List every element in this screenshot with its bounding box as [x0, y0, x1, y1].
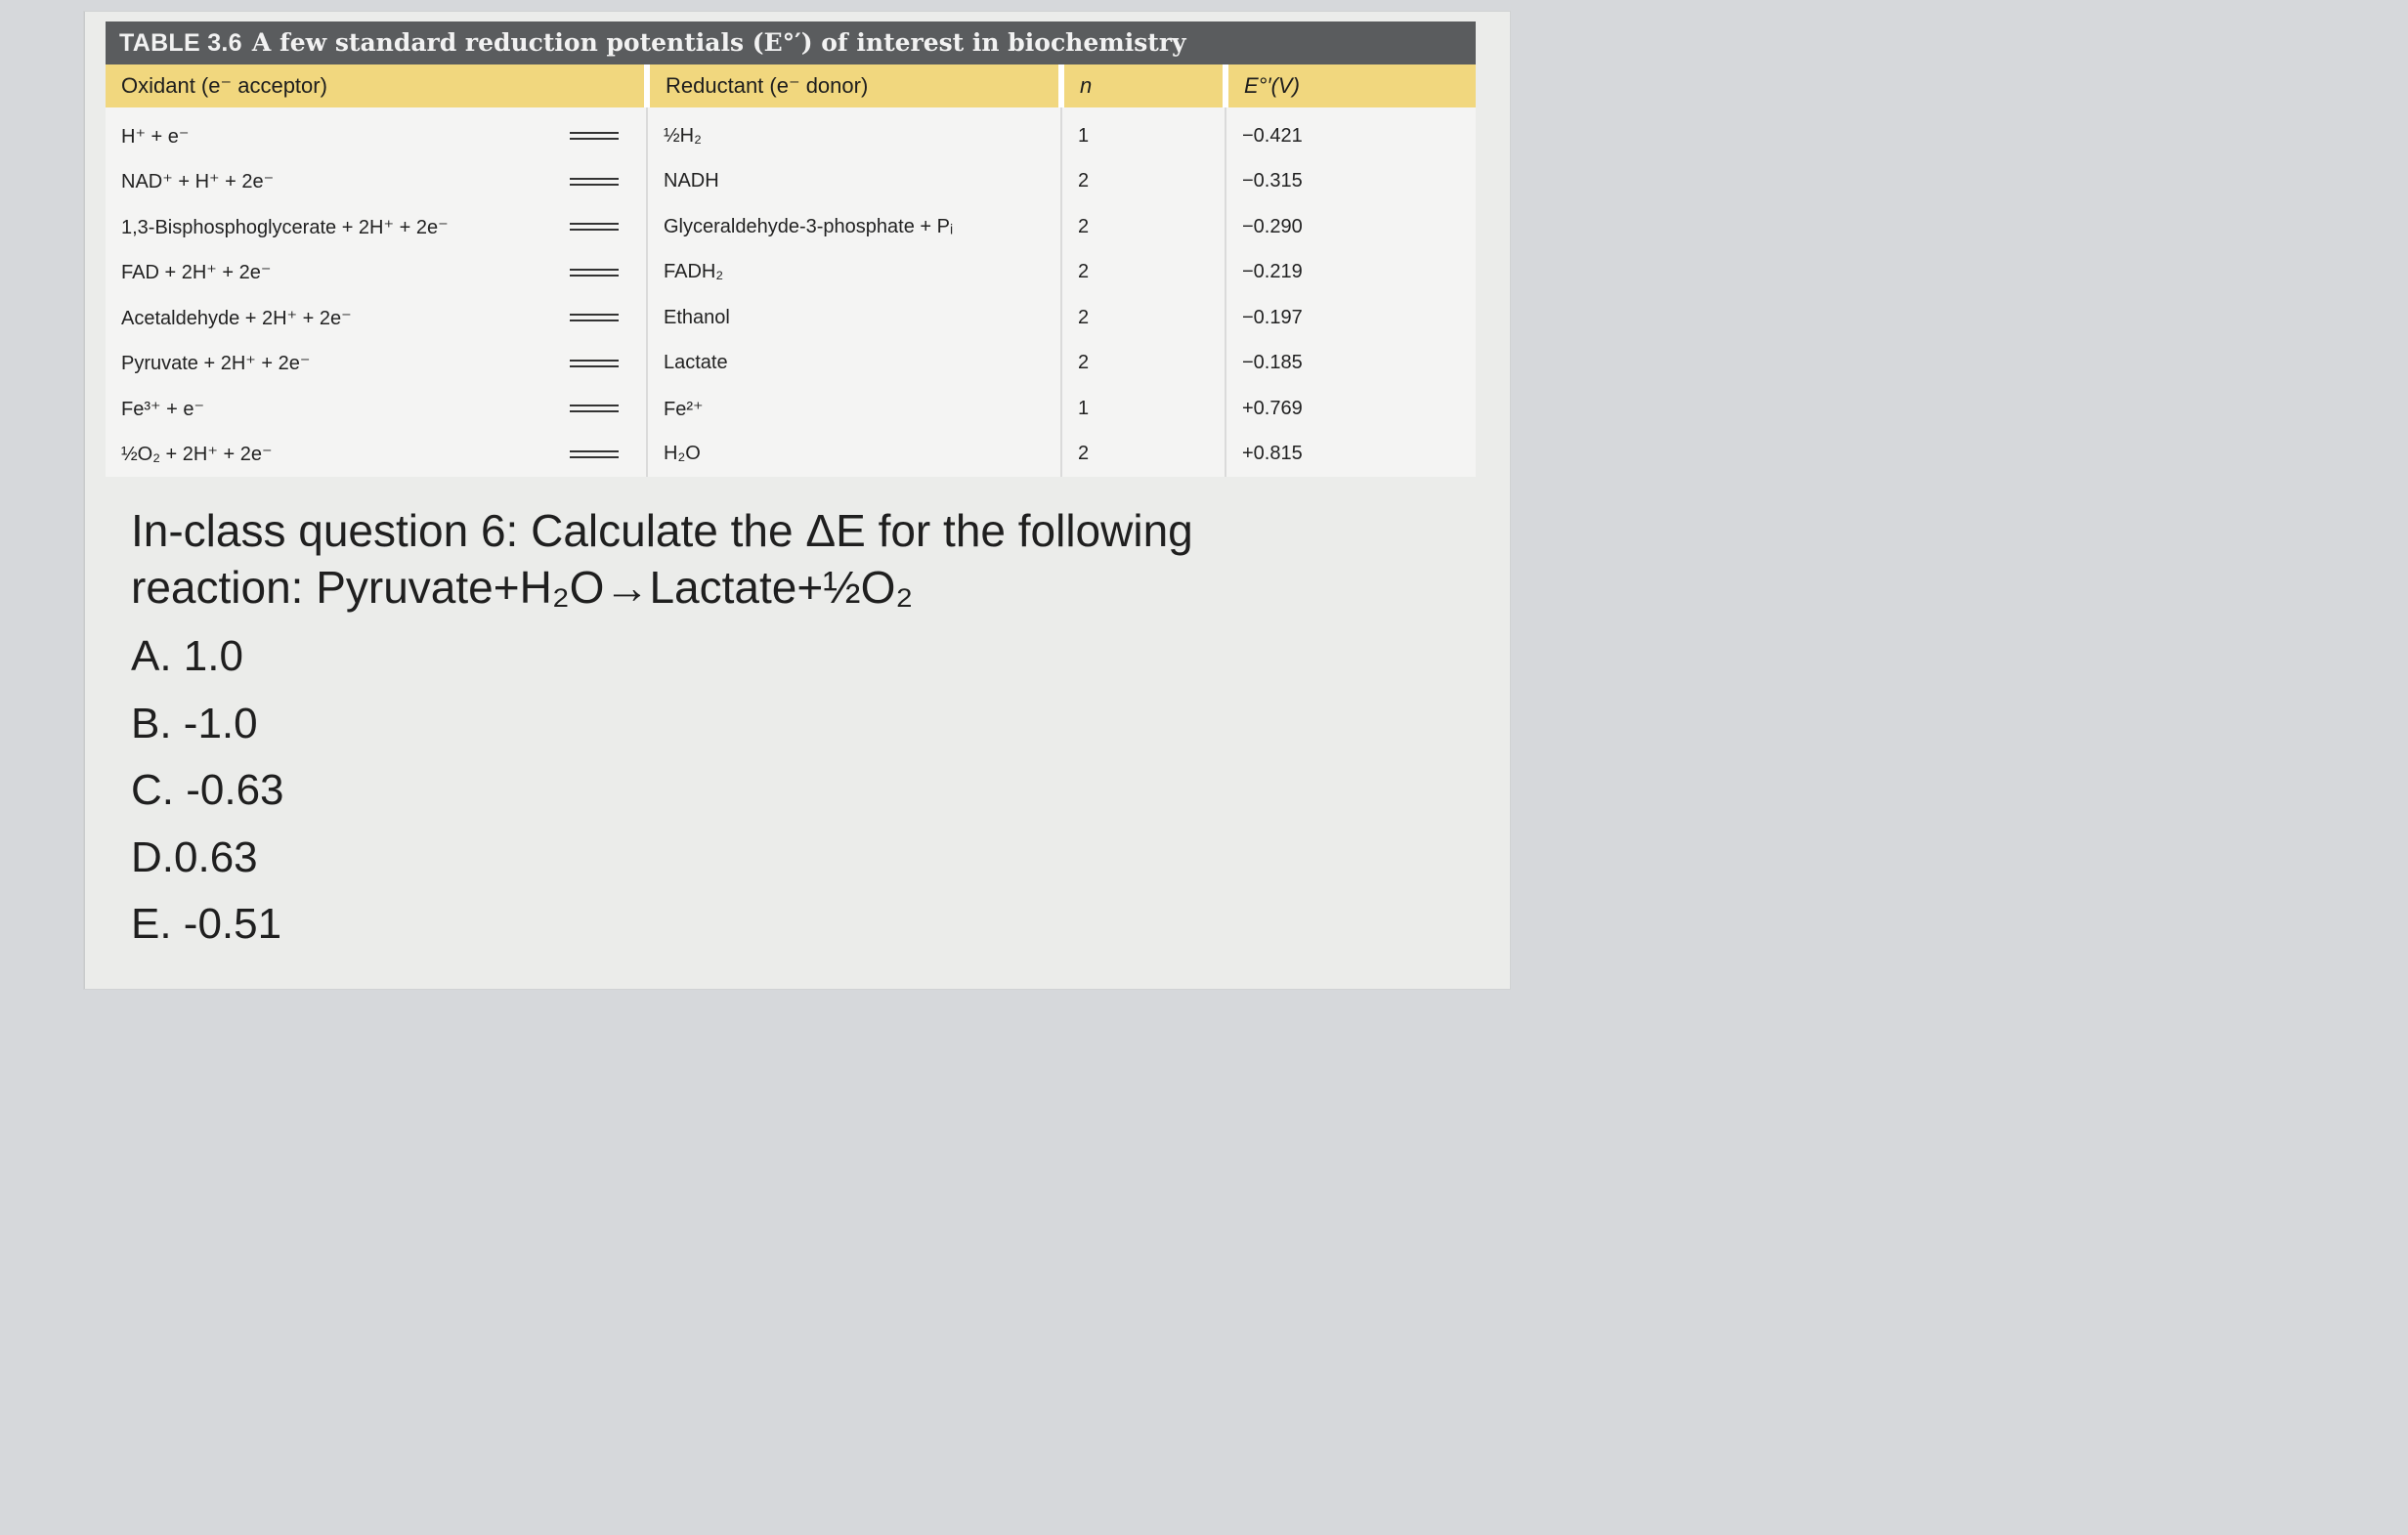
- oxidant-cell: Pyruvate + 2H⁺ + 2e⁻: [121, 353, 311, 375]
- equilibrium-arrow-icon: [541, 250, 647, 296]
- oxidant-cell: 1,3-Bisphosphoglycerate + 2H⁺ + 2e⁻: [121, 216, 449, 238]
- n-cell: 1: [1061, 107, 1226, 159]
- n-cell: 2: [1061, 432, 1226, 478]
- potential-cell: −0.290: [1242, 215, 1303, 237]
- equilibrium-arrow-icon: [541, 107, 647, 159]
- reductant-cell: Fe²⁺: [647, 386, 1061, 432]
- header-n: n: [1061, 64, 1226, 107]
- table-row: [106, 432, 1476, 478]
- oxidant-cell: H⁺ + e⁻: [121, 125, 190, 148]
- question-text: [131, 502, 1401, 616]
- table-caption-text: A few standard reduction potentials (E°′) of interest in biochemistry: [251, 28, 1186, 57]
- oxidant-cell: ½O₂ + 2H⁺ + 2e⁻: [121, 444, 273, 466]
- reductant-cell: Ethanol: [647, 295, 1061, 341]
- header-potential: E°′(V): [1226, 64, 1476, 107]
- oxidant-cell: Acetaldehyde + 2H⁺ + 2e⁻: [121, 307, 352, 329]
- table-header-row: [106, 64, 1476, 107]
- oxidant-cell: FAD + 2H⁺ + 2e⁻: [121, 262, 272, 284]
- table-caption-label: TABLE 3.6: [119, 29, 242, 57]
- option-d: D.0.63: [131, 832, 258, 881]
- potentials-table: [106, 64, 1476, 477]
- option-c: C. -0.63: [131, 766, 284, 814]
- option-e: E. -0.51: [131, 900, 282, 948]
- oxidant-cell: Fe³⁺ + e⁻: [121, 398, 205, 420]
- option-a: A. 1.0: [131, 632, 243, 680]
- n-cell: 2: [1061, 341, 1226, 387]
- question-line-2: reaction: Pyruvate+H₂O→Lactate+½O₂: [131, 562, 914, 613]
- potential-cell: −0.315: [1242, 170, 1303, 192]
- equilibrium-arrow-icon: [541, 386, 647, 432]
- header-oxidant: Oxidant (e⁻ acceptor): [106, 64, 647, 107]
- table-row: [106, 295, 1476, 341]
- table-row: [106, 341, 1476, 387]
- reductant-cell: H₂O: [647, 432, 1061, 478]
- n-cell: 1: [1061, 386, 1226, 432]
- reduction-potentials-table: [106, 21, 1476, 477]
- answer-options: [131, 627, 284, 962]
- reductant-cell: ½H₂: [647, 107, 1061, 159]
- equilibrium-arrow-icon: [541, 432, 647, 478]
- table-row: [106, 204, 1476, 250]
- reductant-cell: NADH: [647, 159, 1061, 205]
- table-row: [106, 159, 1476, 205]
- option-b: B. -1.0: [131, 699, 258, 747]
- table-caption: [106, 21, 1476, 64]
- n-cell: 2: [1061, 159, 1226, 205]
- potential-cell: −0.197: [1242, 306, 1303, 328]
- table-row: [106, 386, 1476, 432]
- n-cell: 2: [1061, 204, 1226, 250]
- oxidant-cell: NAD⁺ + H⁺ + 2e⁻: [121, 171, 275, 193]
- equilibrium-arrow-icon: [541, 341, 647, 387]
- potential-cell: +0.815: [1242, 443, 1303, 465]
- n-cell: 2: [1061, 295, 1226, 341]
- potential-cell: −0.421: [1242, 124, 1303, 147]
- equilibrium-arrow-icon: [541, 204, 647, 250]
- table-row: [106, 107, 1476, 159]
- question-line-1: In-class question 6: Calculate the ΔE for the following: [131, 505, 1193, 556]
- potential-cell: −0.185: [1242, 352, 1303, 374]
- potential-cell: −0.219: [1242, 261, 1303, 283]
- table-row: [106, 250, 1476, 296]
- reductant-cell: FADH₂: [647, 250, 1061, 296]
- potential-cell: +0.769: [1242, 397, 1303, 419]
- reductant-cell: Glyceraldehyde-3-phosphate + Pᵢ: [647, 204, 1061, 250]
- equilibrium-arrow-icon: [541, 159, 647, 205]
- header-reductant: Reductant (e⁻ donor): [647, 64, 1061, 107]
- n-cell: 2: [1061, 250, 1226, 296]
- equilibrium-arrow-icon: [541, 295, 647, 341]
- reductant-cell: Lactate: [647, 341, 1061, 387]
